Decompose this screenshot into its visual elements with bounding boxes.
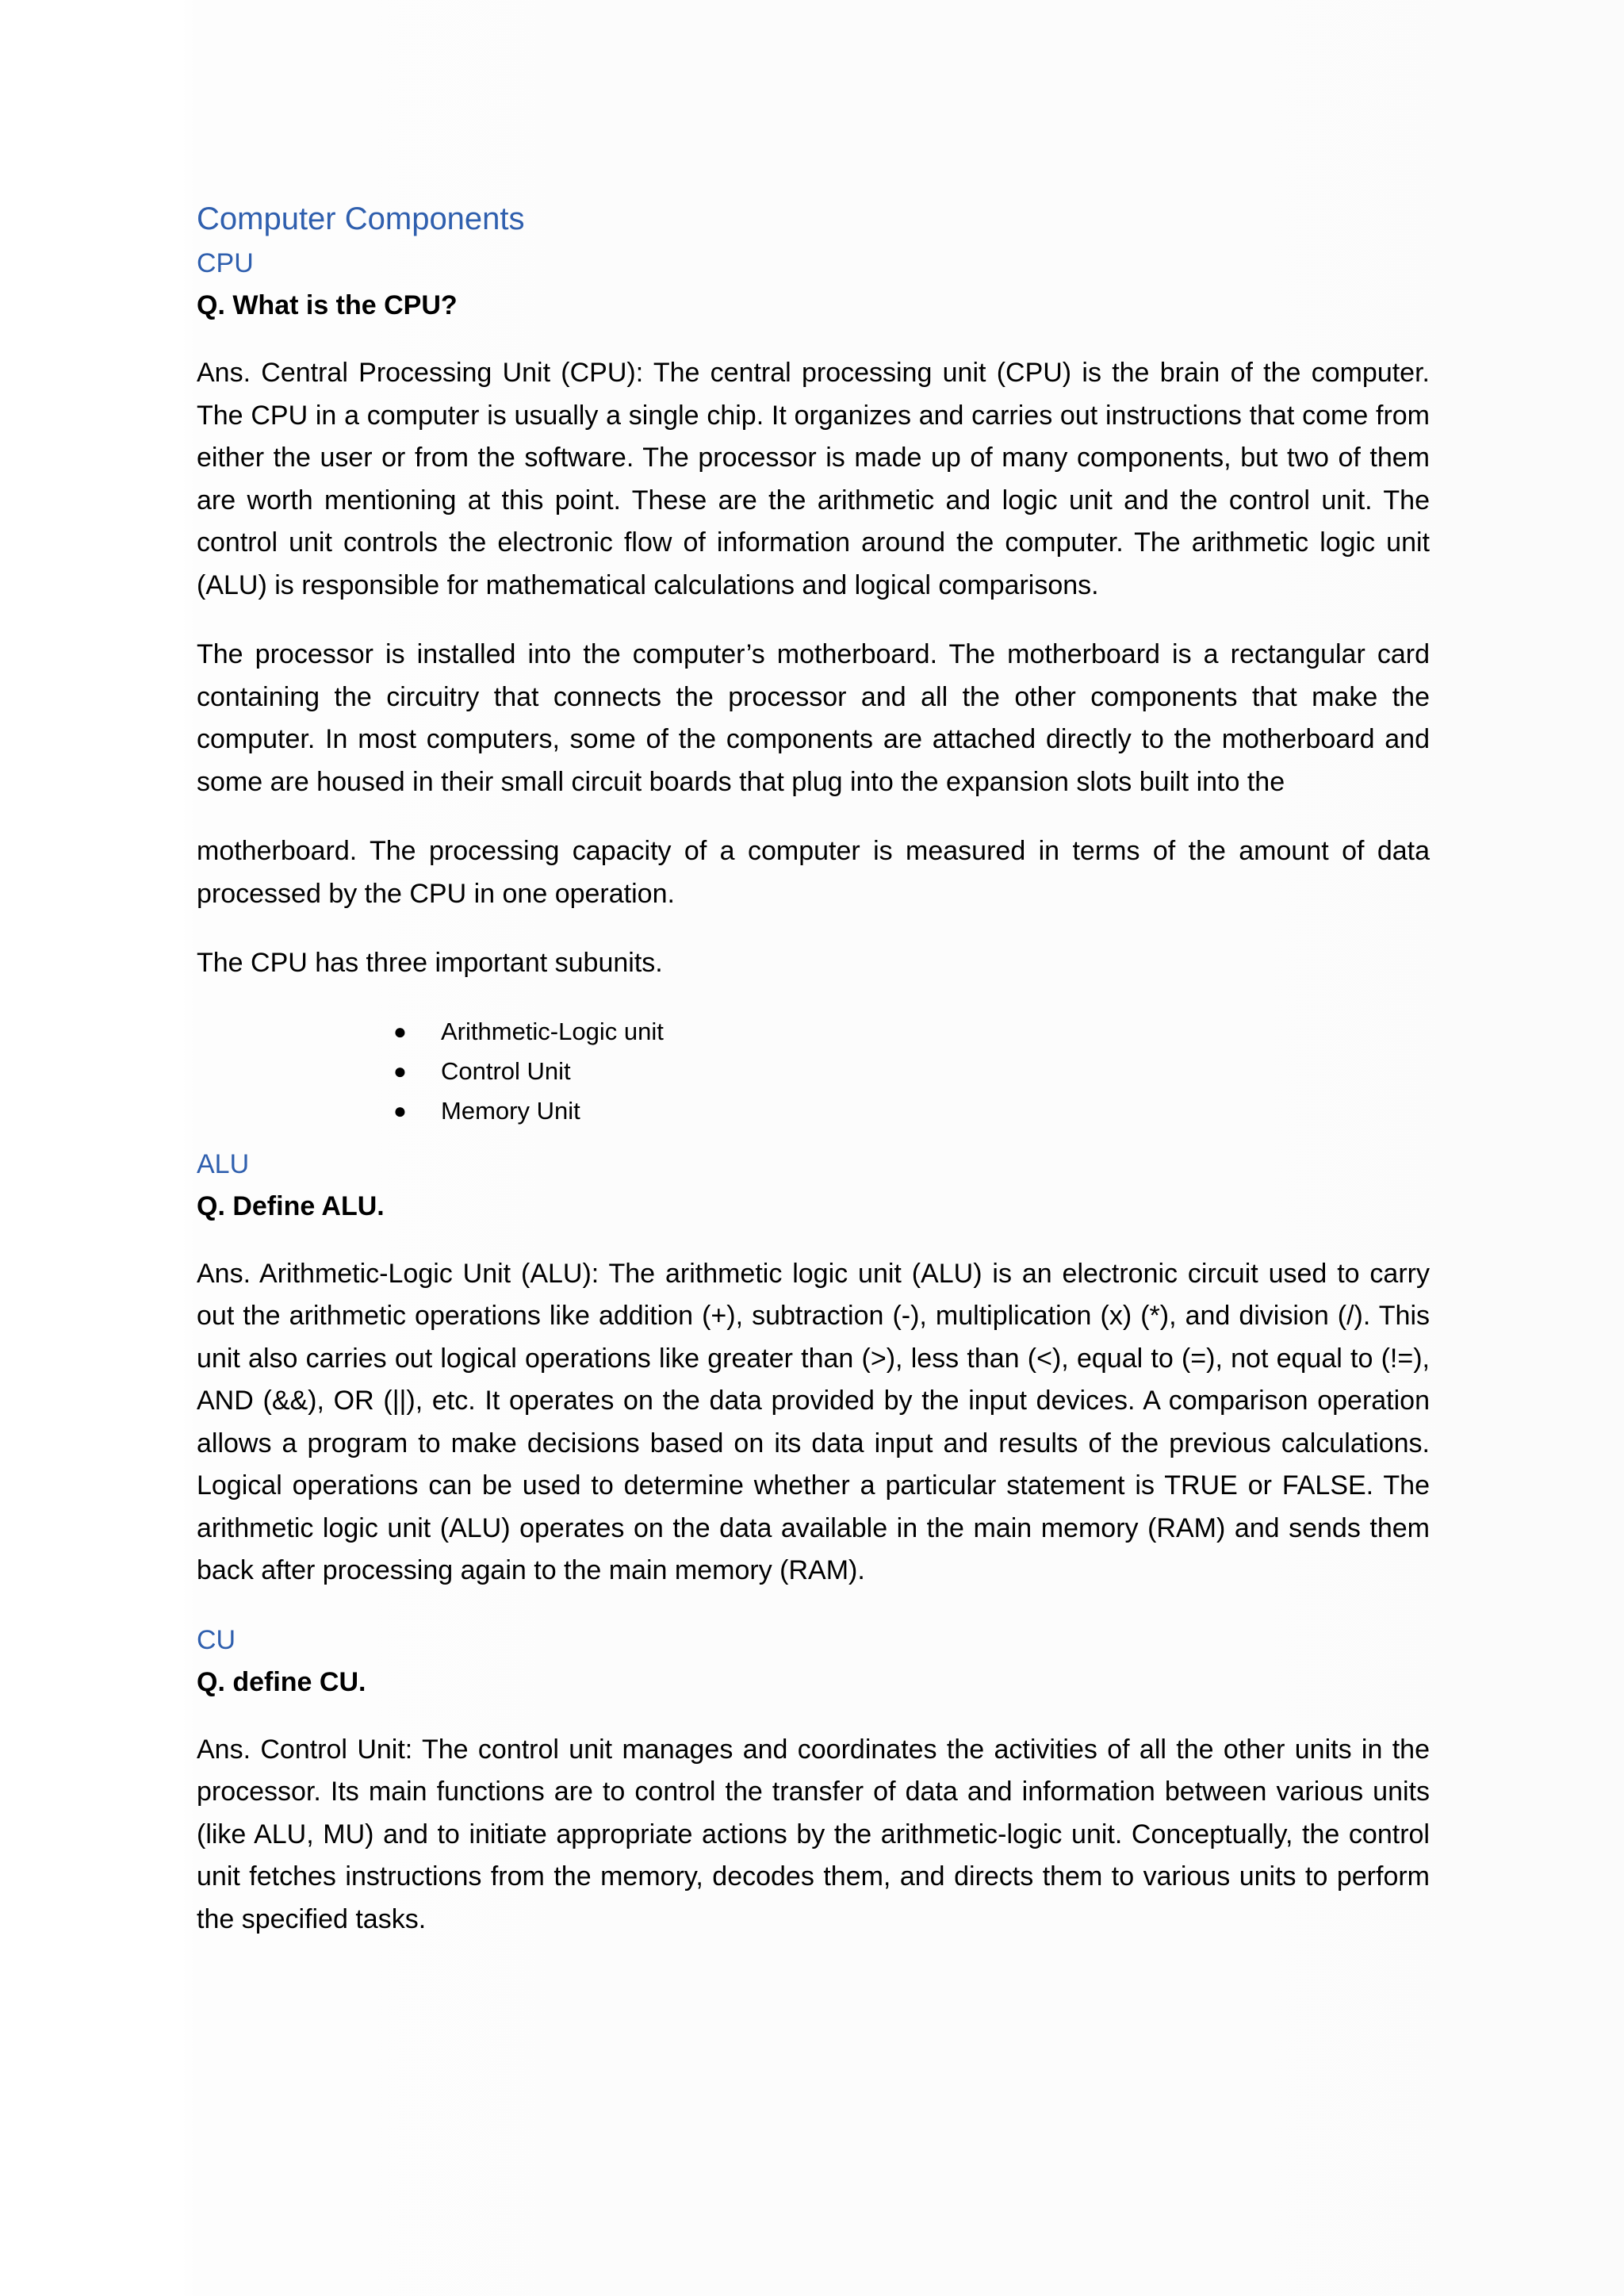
bullet-icon: ● — [393, 1058, 407, 1083]
list-item — [393, 1052, 1430, 1091]
list-item — [393, 1012, 1430, 1052]
paragraph-cpu-subunits-intro: The CPU has three important subunits. — [197, 948, 663, 978]
section-heading-cpu: CPU — [197, 248, 254, 278]
list-item-label: Control Unit — [441, 1056, 571, 1085]
bullet-icon: ● — [393, 1018, 407, 1044]
list-item-label: Memory Unit — [441, 1096, 580, 1125]
bullet-icon: ● — [393, 1098, 407, 1123]
section-heading-alu: ALU — [197, 1148, 250, 1179]
subunits-list — [197, 1012, 1430, 1131]
paragraph-cpu-definition: Ans. Central Processing Unit (CPU): The central processing unit (CPU) is the brain of the computer. The CPU in a computer is usually a single chip. It organizes and carries out instructions that come from either the user or from the software. The processor is made up of many components, but two of them are worth mentioning at this point. These are the arithmetic and logic unit and the control unit. The control unit controls the electronic flow of information around the computer. The arithmetic logic unit (ALU) is responsible for mathematical calculations and logical comparisons. — [197, 358, 1430, 600]
question-cu: Q. define CU. — [197, 1666, 366, 1697]
paragraph-cpu-motherboard: The processor is installed into the computer’s motherboard. The motherboard is a rectangular card containing the circuitry that connects the processor and all the other components that make the computer. In most computers, some of the components are attached directly to the motherboard and some are housed in their small circuit boards that plug into the expansion slots built into the — [197, 639, 1430, 797]
paragraph-alu-definition: Ans. Arithmetic-Logic Unit (ALU): The arithmetic logic unit (ALU) is an electronic circuit used to carry out the arithmetic operations like addition (+), subtraction (-), multiplication (x) (*), and division (/). This unit also carries out logical operations like greater than (>), less than (<), equal to (=), not equal to (!=), AND (&&), OR (||), etc. It operates on the data provided by the input devices. A comparison operation allows a program to make decisions based on its data input and results of the previous calculations. Logical operations can be used to determine whether a particular statement is TRUE or FALSE. The arithmetic logic unit (ALU) operates on the data available in the main memory (RAM) and sends them back after processing again to the main memory (RAM). — [197, 1258, 1430, 1585]
document-content — [197, 195, 1430, 1968]
question-alu: Q. Define ALU. — [197, 1190, 385, 1221]
question-cpu: Q. What is the CPU? — [197, 290, 458, 320]
paragraph-cpu-capacity: motherboard. The processing capacity of a computer is measured in terms of the amount of data processed by the CPU in one operation. — [197, 836, 1430, 909]
list-item-label: Arithmetic-Logic unit — [441, 1017, 664, 1045]
document-title: Computer Components — [197, 201, 525, 236]
paragraph-cu-definition: Ans. Control Unit: The control unit manages and coordinates the activities of all the other units in the processor. Its main functions are to control the transfer of data and information between various units (like ALU, MU) and to initiate appropriate actions by the arithmetic-logic unit. Conceptually, the control unit fetches instructions from the memory, decodes them, and directs them to various units to perform the specified tasks. — [197, 1734, 1430, 1934]
section-heading-cu: CU — [197, 1624, 236, 1655]
list-item — [393, 1091, 1430, 1131]
